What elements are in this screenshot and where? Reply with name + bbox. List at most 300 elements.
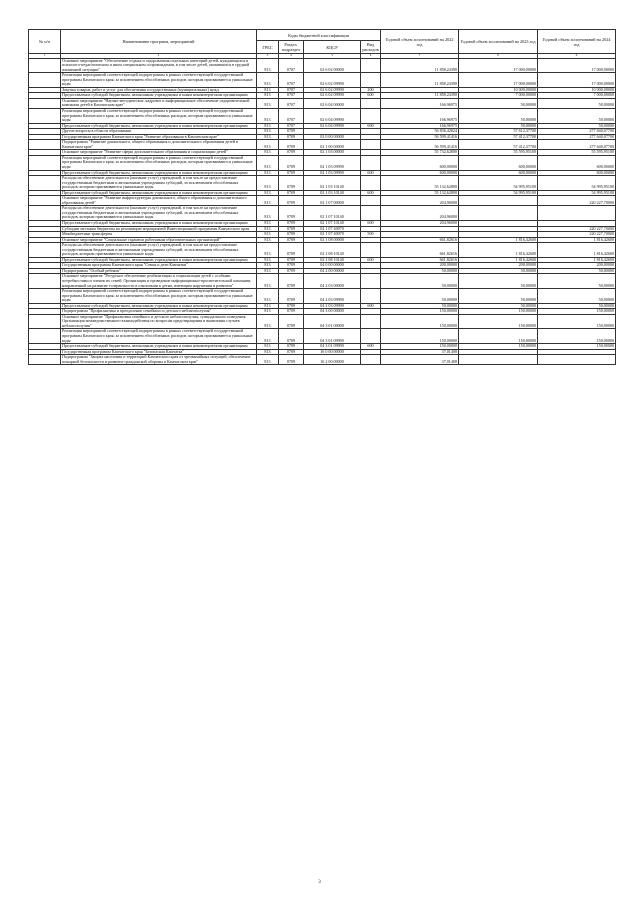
cell-razdel: 0709 xyxy=(279,206,304,221)
cell-program-name: Подпрограмма "Профилактика и преодоление семейного и детского неблагополучия" xyxy=(61,309,257,315)
cell-vid-rashodov: 600 xyxy=(361,190,381,196)
table-row xyxy=(29,140,616,150)
table-row xyxy=(29,237,616,243)
cell-amount-2024: 150,00000 xyxy=(538,329,616,344)
cell-amount-2022: 55 132,62800 xyxy=(381,190,459,196)
table-row xyxy=(29,303,616,309)
cell-program-name: Государственная программа Камчатского края "Безопасная Камчатка" xyxy=(61,349,257,355)
cell-grbs: 813 xyxy=(257,87,279,93)
cell-vid-rashodov: 600 xyxy=(361,123,381,129)
cell-razdel: 0707 xyxy=(279,108,304,123)
cell-row-number xyxy=(29,140,61,150)
cell-vid-rashodov xyxy=(361,329,381,344)
column-index: 9 xyxy=(538,54,616,59)
cell-kcsr: 04 2 00 00000 xyxy=(304,268,361,274)
cell-amount-2024 xyxy=(538,206,616,221)
cell-program-name: Реализация мероприятий соответствующей подпрограммы в рамках соответствующей государственной программы Камчатского края, за исключением обособленных расходов, которым присваиваются уникальные коды xyxy=(61,73,257,88)
cell-razdel: 0709 xyxy=(279,226,304,232)
cell-grbs: 813 xyxy=(257,140,279,150)
cell-program-name: Предоставление субсидий бюджетным, автономным учреждениям и иным некоммерческим организациям xyxy=(61,123,257,129)
cell-program-name: Государственная программа Камчатского края "Развитие образования в Камчатском крае" xyxy=(61,134,257,140)
cell-amount-2023: 150,00000 xyxy=(459,344,538,350)
cell-amount-2024: 277 640,07700 xyxy=(538,140,616,150)
cell-amount-2024: 220 227,70000 xyxy=(538,196,616,206)
cell-grbs: 813 xyxy=(257,314,279,329)
table-row xyxy=(29,309,616,315)
cell-amount-2022: 661,82616 xyxy=(381,237,459,243)
cell-amount-2023: 1 816,42600 xyxy=(459,237,538,243)
cell-amount-2023: 150,00000 xyxy=(459,309,538,315)
cell-amount-2022: 661,82616 xyxy=(381,257,459,263)
cell-program-name: Государственная программа Камчатского края "Семья и дети Камчатки" xyxy=(61,263,257,269)
cell-amount-2023 xyxy=(459,355,538,365)
cell-razdel: 0709 xyxy=(279,150,304,156)
table-row xyxy=(29,263,616,269)
cell-kcsr: 02 6 02 09990 xyxy=(304,87,361,93)
cell-amount-2024: 50,00000 xyxy=(538,98,616,108)
table-row xyxy=(29,155,616,170)
table-row xyxy=(29,289,616,304)
table-row xyxy=(29,134,616,140)
cell-razdel: 0709 xyxy=(279,355,304,365)
cell-row-number xyxy=(29,58,61,73)
cell-amount-2022: 166,96975 xyxy=(381,98,459,108)
column-index: 4 xyxy=(279,54,304,59)
cell-razdel: 0707 xyxy=(279,98,304,108)
cell-kcsr: 02 1 03 10140 xyxy=(304,176,361,191)
cell-vid-rashodov xyxy=(361,140,381,150)
cell-amount-2024: 50,00000 xyxy=(538,289,616,304)
cell-program-name: Расходы на обеспечение деятельности (оказание услуг) учреждений, в том числе на предоставление государственным бюджетным и автономным учреждениям субсидий, за исключением обособленных расходов, которым присваиваются уникальные коды xyxy=(61,176,257,191)
page-number: 3 xyxy=(318,880,321,885)
cell-grbs: 813 xyxy=(257,108,279,123)
header-year-2024: Годовой объем ассигнований на 2024 год xyxy=(538,30,616,54)
cell-amount-2024: 7 000,00000 xyxy=(538,93,616,99)
cell-razdel: 0707 xyxy=(279,93,304,99)
cell-amount-2023: 17 000,00000 xyxy=(459,58,538,73)
cell-amount-2022: 56 836,42824 xyxy=(381,129,459,135)
cell-amount-2023: 50,00000 xyxy=(459,123,538,129)
cell-grbs: 813 xyxy=(257,289,279,304)
cell-grbs: 813 xyxy=(257,329,279,344)
cell-amount-2023: 50,00000 xyxy=(459,289,538,304)
cell-razdel: 0709 xyxy=(279,134,304,140)
cell-grbs: 813 xyxy=(257,93,279,99)
cell-amount-2024: 10 000,00000 xyxy=(538,87,616,93)
cell-grbs: 813 xyxy=(257,206,279,221)
cell-program-name: Предоставление субсидий бюджетным, автономным учреждениям и иным некоммерческим организациям xyxy=(61,257,257,263)
cell-amount-2024: 1 816,42600 xyxy=(538,243,616,258)
cell-kcsr: 02 6 02 09990 xyxy=(304,73,361,88)
cell-grbs: 813 xyxy=(257,344,279,350)
cell-vid-rashodov: 200 xyxy=(361,87,381,93)
cell-program-name: Предоставление субсидий бюджетным, автономным учреждениям и иным некоммерческим организациям xyxy=(61,221,257,227)
cell-vid-rashodov: 600 xyxy=(361,93,381,99)
cell-vid-rashodov xyxy=(361,206,381,221)
cell-kcsr: 16 2 00 00000 xyxy=(304,355,361,365)
cell-grbs: 813 xyxy=(257,73,279,88)
cell-program-name: Предоставление субсидий бюджетным, автономным учреждениям и иным некоммерческим организациям xyxy=(61,93,257,99)
cell-row-number xyxy=(29,98,61,108)
cell-razdel: 0709 xyxy=(279,190,304,196)
cell-razdel: 0709 xyxy=(279,129,304,135)
cell-amount-2023: 55 595,95100 xyxy=(459,150,538,156)
cell-amount-2023: 50,00000 xyxy=(459,98,538,108)
cell-amount-2024: 1 816,42600 xyxy=(538,237,616,243)
cell-amount-2024: 150,00000 xyxy=(538,309,616,315)
cell-kcsr: 04 2 03 09990 xyxy=(304,303,361,309)
cell-amount-2022: 204,96000 xyxy=(381,221,459,227)
cell-grbs: 813 xyxy=(257,274,279,289)
cell-kcsr: 04 3 01 00000 xyxy=(304,314,361,329)
table-row xyxy=(29,268,616,274)
cell-vid-rashodov: 600 xyxy=(361,257,381,263)
cell-program-name: Основное мероприятие "Профилактика семейного и детского неблагополучия, суицидального поведения. Организация межведомственного взаимодействия по вопросам предотвращения и выявления случаев неблагополучия" xyxy=(61,314,257,329)
column-index: 1 xyxy=(29,54,61,59)
cell-kcsr: 02 6 02 09990 xyxy=(304,93,361,99)
cell-amount-2023: 57 612,37700 xyxy=(459,129,538,135)
cell-program-name: Основное мероприятие "Обеспечение отдыха и оздоровления отдельных категорий детей, нуждающихся в психолого-педагогическом и ином специальном сопровождении, в том числе детей, оказавшихся в трудной жизненной ситуации" xyxy=(61,58,257,73)
cell-amount-2024: 150,00000 xyxy=(538,314,616,329)
cell-program-name: Подпрограмма "Развитие дошкольного, общего образования и дополнительного образования детей в Камчатском крае" xyxy=(61,140,257,150)
cell-amount-2024: 600,00000 xyxy=(538,155,616,170)
cell-grbs: 813 xyxy=(257,98,279,108)
cell-grbs: 813 xyxy=(257,123,279,129)
cell-amount-2024: 277 840,07700 xyxy=(538,129,616,135)
cell-razdel: 0709 xyxy=(279,268,304,274)
cell-amount-2023 xyxy=(459,206,538,221)
cell-amount-2024: 55 595,95100 xyxy=(538,150,616,156)
cell-amount-2024: 1 816,42600 xyxy=(538,257,616,263)
cell-vid-rashodov xyxy=(361,58,381,73)
cell-vid-rashodov xyxy=(361,98,381,108)
cell-vid-rashodov xyxy=(361,274,381,289)
column-index: 7 xyxy=(381,54,459,59)
cell-razdel: 0709 xyxy=(279,257,304,263)
table-row xyxy=(29,170,616,176)
cell-vid-rashodov xyxy=(361,314,381,329)
cell-grbs: 813 xyxy=(257,190,279,196)
header-row-number: № п/п xyxy=(29,30,61,54)
cell-amount-2022: 204,96000 xyxy=(381,206,459,221)
table-row xyxy=(29,355,616,365)
cell-razdel: 0709 xyxy=(279,263,304,269)
header-year-2022: Годовой объем ассигнований на 2022 год xyxy=(381,30,459,54)
cell-amount-2022: 150,00000 xyxy=(381,309,459,315)
cell-amount-2024: 50,00000 xyxy=(538,303,616,309)
cell-amount-2022: 11 858,24390 xyxy=(381,73,459,88)
table-row xyxy=(29,93,616,99)
cell-amount-2024: 50,00000 xyxy=(538,123,616,129)
cell-grbs: 813 xyxy=(257,150,279,156)
cell-grbs: 813 xyxy=(257,268,279,274)
cell-kcsr: 04 2 03 00000 xyxy=(304,274,361,289)
cell-program-name: Расходы на обеспечение деятельности (оказание услуг) учреждений, в том числе на предоставление государственным бюджетным и автономным учреждениям субсидий, за исключением обособленных расходов, которым присваиваются уникальные коды xyxy=(61,243,257,258)
cell-razdel: 0709 xyxy=(279,140,304,150)
cell-row-number xyxy=(29,73,61,88)
cell-row-number xyxy=(29,274,61,289)
cell-kcsr: 04 3 01 09990 xyxy=(304,329,361,344)
cell-amount-2022: 50,00000 xyxy=(381,289,459,304)
cell-amount-2023: 54 995,95100 xyxy=(459,190,538,196)
cell-row-number xyxy=(29,355,61,365)
cell-kcsr: 02 1 07 40070 xyxy=(304,226,361,232)
cell-razdel: 0709 xyxy=(279,221,304,227)
cell-razdel: 0709 xyxy=(279,243,304,258)
cell-vid-rashodov: 600 xyxy=(361,344,381,350)
cell-program-name: Основное мероприятие "Развитие сферы дополнительного образования и социализации детей" xyxy=(61,150,257,156)
cell-amount-2024: 17 000,00000 xyxy=(538,58,616,73)
cell-program-name: Межбюджетные трансферты xyxy=(61,232,257,238)
cell-grbs: 813 xyxy=(257,309,279,315)
cell-kcsr: 16 0 00 00000 xyxy=(304,349,361,355)
cell-vid-rashodov: 600 xyxy=(361,221,381,227)
cell-amount-2024: 200,00000 xyxy=(538,263,616,269)
table-header xyxy=(29,30,616,59)
cell-amount-2023: 50,00000 xyxy=(459,268,538,274)
cell-amount-2022: 55 732,62800 xyxy=(381,150,459,156)
cell-vid-rashodov xyxy=(361,176,381,191)
cell-kcsr: 02 1 03 09990 xyxy=(304,170,361,176)
cell-grbs: 813 xyxy=(257,134,279,140)
cell-amount-2023: 200,00000 xyxy=(459,263,538,269)
cell-amount-2022: 50,00000 xyxy=(381,274,459,289)
cell-razdel: 0709 xyxy=(279,344,304,350)
cell-kcsr: 04 3 01 09990 xyxy=(304,344,361,350)
cell-amount-2023: 150,00000 xyxy=(459,314,538,329)
cell-vid-rashodov: 500 xyxy=(361,232,381,238)
cell-amount-2023: 50,00000 xyxy=(459,303,538,309)
cell-amount-2023: 50,00000 xyxy=(459,274,538,289)
cell-vid-rashodov xyxy=(361,108,381,123)
cell-program-name: Подпрограмма "Защита населения и территорий Камчатского края от чрезвычайных ситуаций, обеспечение пожарной безопасности и развитие гражданской обороны в Камчатском крае" xyxy=(61,355,257,365)
cell-kcsr: 02 6 02 00000 xyxy=(304,58,361,73)
cell-amount-2023: 54 995,95100 xyxy=(459,176,538,191)
cell-vid-rashodov: 600 xyxy=(361,303,381,309)
column-index: 5 xyxy=(304,54,361,59)
cell-grbs: 813 xyxy=(257,129,279,135)
cell-razdel: 0707 xyxy=(279,123,304,129)
budget-table-sheet xyxy=(28,29,615,365)
header-budget-codes: Коды бюджетной классификации xyxy=(257,30,381,41)
cell-program-name: Основное мероприятие "Социальные гарантии работникам образовательных организаций" xyxy=(61,237,257,243)
cell-amount-2022: 150,00000 xyxy=(381,314,459,329)
cell-program-name: Субсидии местным бюджетам на реализацию мероприятий Инвестиционной программы Камчатского края xyxy=(61,226,257,232)
cell-amount-2023: 57 412,37700 xyxy=(459,140,538,150)
cell-amount-2024: 17 000,00000 xyxy=(538,73,616,88)
cell-razdel: 0709 xyxy=(279,289,304,304)
cell-vid-rashodov xyxy=(361,289,381,304)
table-row xyxy=(29,73,616,88)
table-row xyxy=(29,87,616,93)
cell-razdel: 0709 xyxy=(279,170,304,176)
cell-row-number xyxy=(29,108,61,123)
cell-amount-2023: 600,00000 xyxy=(459,155,538,170)
cell-kcsr: 02 1 08 10140 xyxy=(304,257,361,263)
cell-amount-2022: 37,01408 xyxy=(381,355,459,365)
cell-vid-rashodov xyxy=(361,73,381,88)
cell-amount-2022: 166,96975 xyxy=(381,123,459,129)
cell-amount-2022: 166,96975 xyxy=(381,108,459,123)
cell-program-name: Предоставление субсидий бюджетным, автономным учреждениям и иным некоммерческим организациям xyxy=(61,190,257,196)
cell-program-name: Предоставление субсидий бюджетным, автономным учреждениям и иным некоммерческим организациям xyxy=(61,344,257,350)
cell-amount-2023: 1 816,42600 xyxy=(459,257,538,263)
cell-program-name: Реализация мероприятий соответствующей подпрограммы в рамках соответствующей государственной программы Камчатского края, за исключением обособленных расходов, которым присваиваются уникальные коды xyxy=(61,155,257,170)
cell-grbs: 813 xyxy=(257,170,279,176)
cell-kcsr: 02 1 07 10140 xyxy=(304,221,361,227)
cell-kcsr: 02 1 08 00000 xyxy=(304,237,361,243)
cell-grbs: 813 xyxy=(257,221,279,227)
cell-amount-2022: 600,00000 xyxy=(381,155,459,170)
cell-amount-2023 xyxy=(459,196,538,206)
cell-amount-2024: 54 995,95100 xyxy=(538,176,616,191)
cell-amount-2023: 17 000,00000 xyxy=(459,73,538,88)
cell-razdel: 0709 xyxy=(279,176,304,191)
cell-grbs: 813 xyxy=(257,303,279,309)
table-row xyxy=(29,196,616,206)
cell-razdel: 0709 xyxy=(279,329,304,344)
table-body xyxy=(29,58,616,365)
cell-kcsr: 04 0 00 00000 xyxy=(304,263,361,269)
cell-row-number xyxy=(29,206,61,221)
cell-amount-2022: 204,96000 xyxy=(381,196,459,206)
cell-program-name: Основное мероприятие "Научно-методическое, кадровое и информационное обеспечение оздоровительной кампании детей в Камчатском крае" xyxy=(61,98,257,108)
cell-kcsr: 04 3 00 00000 xyxy=(304,309,361,315)
column-index: 6 xyxy=(361,54,381,59)
column-index: 3 xyxy=(257,54,279,59)
table-row xyxy=(29,329,616,344)
cell-amount-2024: 50,00000 xyxy=(538,268,616,274)
cell-program-name: Реализация мероприятий соответствующей подпрограммы в рамках соответствующей государственной программы Камчатского края, за исключением обособленных расходов, которым присваиваются уникальные коды xyxy=(61,289,257,304)
cell-grbs: 813 xyxy=(257,232,279,238)
cell-kcsr: 02 1 03 10140 xyxy=(304,190,361,196)
cell-razdel: 0709 xyxy=(279,309,304,315)
cell-razdel: 0709 xyxy=(279,196,304,206)
cell-grbs: 813 xyxy=(257,196,279,206)
cell-kcsr: 02 0 00 00000 xyxy=(304,134,361,140)
cell-amount-2024: 220 227,70000 xyxy=(538,226,616,232)
cell-amount-2022: 661,82616 xyxy=(381,243,459,258)
cell-amount-2023: 57 412,37700 xyxy=(459,134,538,140)
cell-grbs: 813 xyxy=(257,257,279,263)
cell-amount-2024: 50,00000 xyxy=(538,108,616,123)
cell-program-name: Предоставление субсидий бюджетным, автономным учреждениям и иным некоммерческим организациям xyxy=(61,303,257,309)
cell-grbs: 813 xyxy=(257,155,279,170)
cell-amount-2022: 600,00000 xyxy=(381,170,459,176)
cell-amount-2024: 54 995,95100 xyxy=(538,190,616,196)
cell-amount-2022: 55 132,62800 xyxy=(381,176,459,191)
cell-row-number xyxy=(29,155,61,170)
cell-row-number xyxy=(29,243,61,258)
cell-kcsr: 02 1 00 00000 xyxy=(304,140,361,150)
cell-amount-2023: 10 000,00000 xyxy=(459,87,538,93)
cell-kcsr: 04 2 03 09990 xyxy=(304,289,361,304)
cell-amount-2022: 56 599,41416 xyxy=(381,140,459,150)
cell-grbs: 813 xyxy=(257,176,279,191)
cell-program-name: Другие вопросы в области образования xyxy=(61,129,257,135)
table-row xyxy=(29,58,616,73)
cell-row-number xyxy=(29,176,61,191)
cell-amount-2022: 150,00000 xyxy=(381,329,459,344)
cell-kcsr: 02 1 07 40070 xyxy=(304,232,361,238)
cell-razdel: 0709 xyxy=(279,237,304,243)
cell-grbs: 813 xyxy=(257,58,279,73)
cell-kcsr: 02 6 04 00000 xyxy=(304,98,361,108)
table-row xyxy=(29,314,616,329)
header-kcsr: КЦСР xyxy=(304,41,361,54)
cell-razdel: 0709 xyxy=(279,232,304,238)
cell-vid-rashodov xyxy=(361,155,381,170)
header-grbs: ГРБС xyxy=(257,41,279,54)
cell-kcsr: 02 1 07 10140 xyxy=(304,206,361,221)
table-row xyxy=(29,274,616,289)
cell-kcsr: 02 1 08 10140 xyxy=(304,243,361,258)
cell-amount-2022: 37,01408 xyxy=(381,349,459,355)
cell-grbs: 813 xyxy=(257,355,279,365)
cell-row-number xyxy=(29,314,61,329)
cell-kcsr: 02 1 07 00000 xyxy=(304,196,361,206)
cell-vid-rashodov xyxy=(361,243,381,258)
cell-program-name: Реализация мероприятий соответствующей подпрограммы в рамках соответствующей государственной программы Камчатского края, за исключением обособленных расходов, которым присваиваются уникальные коды xyxy=(61,108,257,123)
cell-row-number xyxy=(29,196,61,206)
cell-kcsr: 02 6 04 09990 xyxy=(304,108,361,123)
table-row xyxy=(29,243,616,258)
cell-grbs: 813 xyxy=(257,349,279,355)
header-year-2023: Годовой объем ассигнований на 2023 год xyxy=(459,30,538,54)
cell-razdel: 0709 xyxy=(279,274,304,289)
cell-amount-2022: 150,00000 xyxy=(381,344,459,350)
cell-amount-2023: 600,00000 xyxy=(459,170,538,176)
cell-amount-2024: 50,00000 xyxy=(538,274,616,289)
table-row xyxy=(29,190,616,196)
header-razdel: Раздел, подраздел xyxy=(279,41,304,54)
cell-amount-2024: 600,00000 xyxy=(538,170,616,176)
table-row xyxy=(29,108,616,123)
cell-row-number xyxy=(29,289,61,304)
cell-amount-2023: 1 816,42600 xyxy=(459,243,538,258)
cell-program-name: Подпрограмма "Особый ребенок" xyxy=(61,268,257,274)
cell-razdel: 0709 xyxy=(279,155,304,170)
column-index: 8 xyxy=(459,54,538,59)
table-row xyxy=(29,98,616,108)
cell-amount-2024: 277 640,07700 xyxy=(538,134,616,140)
cell-row-number xyxy=(29,329,61,344)
cell-amount-2024: 150,00000 xyxy=(538,344,616,350)
cell-razdel: 0709 xyxy=(279,303,304,309)
cell-amount-2022: 56 599,41416 xyxy=(381,134,459,140)
cell-razdel: 0709 xyxy=(279,314,304,329)
cell-vid-rashodov xyxy=(361,196,381,206)
cell-razdel: 0707 xyxy=(279,87,304,93)
cell-vid-rashodov xyxy=(361,355,381,365)
cell-amount-2022: 50,00000 xyxy=(381,268,459,274)
header-program-name: Наименование программ, мероприятий xyxy=(61,30,257,54)
table-row xyxy=(29,344,616,350)
cell-razdel: 0707 xyxy=(279,73,304,88)
cell-amount-2024: 220 227,70000 xyxy=(538,232,616,238)
table-row xyxy=(29,257,616,263)
cell-amount-2022: 11 858,24390 xyxy=(381,58,459,73)
cell-program-name: Реализация мероприятий соответствующей подпрограммы в рамках соответствующей государственной программы Камчатского края, за исключением обособленных расходов, которым присваиваются уникальные коды xyxy=(61,329,257,344)
cell-kcsr: 02 1 03 00000 xyxy=(304,150,361,156)
cell-grbs: 813 xyxy=(257,243,279,258)
table-row xyxy=(29,206,616,221)
cell-program-name: Основное мероприятие "Развитие инфраструктуры дошкольного, общего образования и дополнительного образования детей" xyxy=(61,196,257,206)
cell-program-name: Расходы на обеспечение деятельности (оказание услуг) учреждений, в том числе на предоставление государственным бюджетным и автономным учреждениям субсидий, за исключением обособленных расходов, которым присваиваются уникальные коды xyxy=(61,206,257,221)
cell-program-name: Основное мероприятие "Ресурсное обеспечение реабилитации и социализации детей с особыми потребностями и членов их семей. Организация и проведение информационно-просветительской кампании, направленной на развитие толерантности в отношении к детям, имеющим нарушения в развитии" xyxy=(61,274,257,289)
cell-program-name: Закупка товаров, работ и услуг для обеспечения государственных (муниципальных) нужд xyxy=(61,87,257,93)
cell-kcsr: 02 1 03 09990 xyxy=(304,155,361,170)
